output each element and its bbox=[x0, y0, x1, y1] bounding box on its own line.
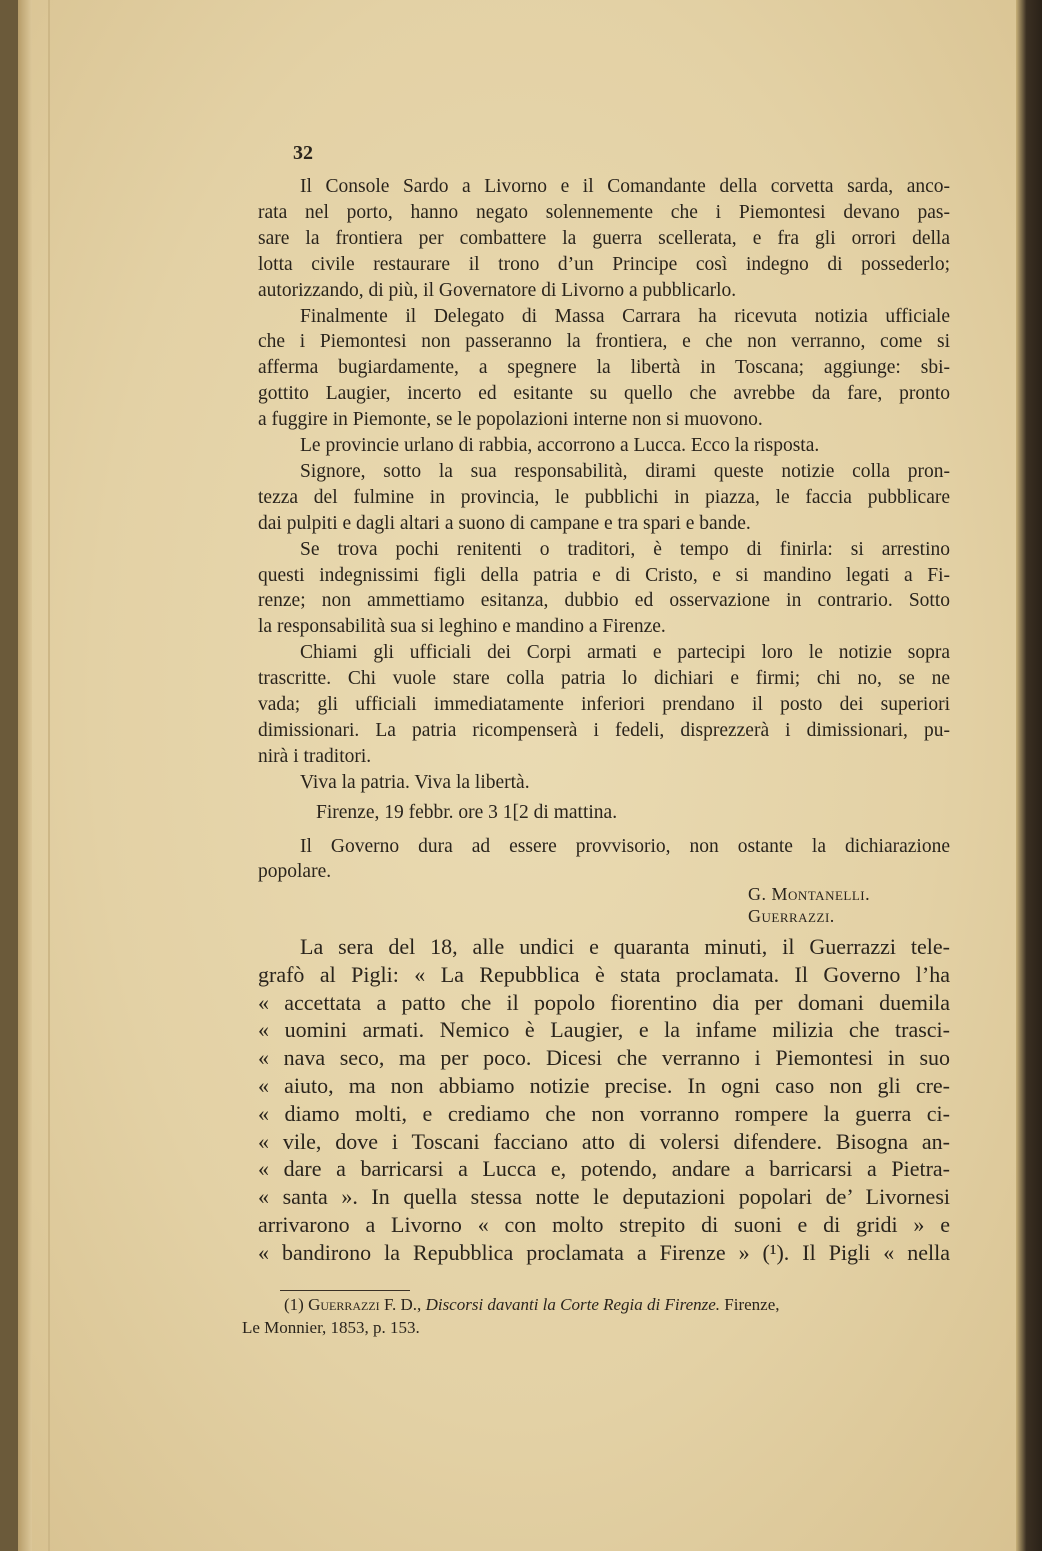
block1-line: Se trova pochi renitenti o traditori, è tempo di finirla: si arrestino bbox=[300, 538, 950, 560]
block1-line: Il Console Sardo a Livorno e il Comandante della corvetta sarda, anco- bbox=[300, 176, 950, 197]
block1-line: Il Governo dura ad essere provvisorio, non ostante la dichiarazione bbox=[300, 835, 950, 857]
block1-line: la responsabilità sua si leghino e mandino a Firenze. bbox=[258, 616, 666, 638]
next-page-edge bbox=[1016, 0, 1042, 1551]
block1-line: dai pulpiti e dagli altari a suono di campane e tra spari e bande. bbox=[258, 512, 751, 534]
block1-line: autorizzando, di più, il Governatore di Livorno a pubblicarlo. bbox=[258, 279, 737, 301]
footnote-initials: F. D., bbox=[383, 1295, 422, 1314]
signature-montanelli: G. Montanelli. bbox=[748, 884, 871, 904]
block1-line: che i Piemontesi non passeranno la frontiera, e che non verranno, come si bbox=[258, 331, 950, 353]
page-fold-line bbox=[48, 0, 50, 1551]
block2-line: « aiuto, ma non abbiamo notizie precise. In ogni caso non gli cre- bbox=[258, 1073, 950, 1098]
block2-line: « santa ». In quella stessa notte le deputazioni popolari de’ Livornesi bbox=[258, 1184, 950, 1210]
footnote-marker: (1) bbox=[284, 1295, 304, 1314]
block1-line: dimissionari. La patria ricompenserà i fedeli, disprezzerà i dimissionari, pu- bbox=[258, 719, 950, 741]
block2-line: « uomini armati. Nemico è Laugier, e la infame milizia che trasci- bbox=[258, 1017, 950, 1043]
block1-line: popolare. bbox=[258, 861, 332, 883]
page-number: 32 bbox=[293, 142, 313, 164]
footnote-line-2: Le Monnier, 1853, p. 153. bbox=[242, 1318, 420, 1337]
footnote-place: Firenze, bbox=[724, 1295, 780, 1314]
block1-line: rata nel porto, hanno negato solennemente che i Piemontesi devano pas- bbox=[258, 201, 950, 223]
block1-line: Finalmente il Delegato di Massa Carrara ha ricevuta notizia ufficiale bbox=[300, 305, 950, 327]
block2-line: « bandirono la Repubblica proclamata a Firenze » (¹). Il Pigli « nella bbox=[258, 1239, 950, 1265]
block2-line: « dare a barricarsi a Lucca e, potendo, andare a barricarsi a Pietra- bbox=[258, 1156, 950, 1182]
block1-line: tezza del fulmine in provincia, le pubblichi in piazza, le faccia pubblicare bbox=[258, 486, 950, 508]
block2-line: « nava seco, ma per poco. Dicesi che verranno i Piemontesi in suo bbox=[258, 1045, 950, 1071]
block1-line: Firenze, 19 febbr. ore 3 1[2 di mattina. bbox=[316, 801, 618, 823]
block1-line: vada; gli ufficiali immediatamente inferiori prendano il posto dei superiori bbox=[258, 694, 950, 715]
block1-line: trascritte. Chi vuole stare colla patria lo dichiari e firmi; chi no, se ne bbox=[258, 668, 950, 690]
block1-line: a fuggire in Piemonte, se le popolazioni interne non si muovono. bbox=[258, 409, 763, 431]
block2-line: La sera del 18, alle undici e quaranta minuti, il Guerrazzi tele- bbox=[300, 934, 950, 959]
block2-line: « vile, dove i Toscani facciano atto di volersi difendere. Bisogna an- bbox=[258, 1128, 950, 1154]
page-edge bbox=[18, 0, 32, 1551]
block1-line: gottito Laugier, incerto ed esitante su quello che avrebbe da fare, pronto bbox=[258, 383, 950, 405]
block1-line: afferma bugiardamente, a spegnere la libertà in Toscana; aggiunge: sbi- bbox=[258, 357, 950, 379]
block2-line: « diamo molti, e crediamo che non vorranno rompere la guerra ci- bbox=[258, 1100, 950, 1126]
block1-line: Viva la patria. Viva la libertà. bbox=[300, 771, 530, 793]
block1-line: Le provincie urlano di rabbia, accorrono a Lucca. Ecco la risposta. bbox=[300, 435, 820, 456]
block1-line: sare la frontiera per combattere la guerra scellerata, e fra gli orrori della bbox=[258, 227, 950, 249]
footnote-author: Guerrazzi bbox=[308, 1295, 380, 1314]
block1-line: renze; non ammettiamo esitanza, dubbio ed osservazione in contrario. Sotto bbox=[258, 590, 950, 612]
footnote-line-1 bbox=[242, 1295, 950, 1315]
block1-line: questi indegnissimi figli della patria e di Cristo, e si mandino legati a Fi- bbox=[258, 564, 950, 586]
block1-line: Chiami gli ufficiali dei Corpi armati e partecipi loro le notizie sopra bbox=[300, 642, 950, 664]
block2-line: « accettata a patto che il popolo fiorentino dia per domani duemila bbox=[258, 989, 950, 1015]
block2-line: arrivarono a Livorno « con molto strepito di suoni e di gridi » e bbox=[258, 1212, 950, 1237]
block2-line: grafò al Pigli: « La Repubblica è stata proclamata. Il Governo l’ha bbox=[258, 961, 950, 987]
signature-guerrazzi: Guerrazzi. bbox=[748, 906, 835, 926]
footnote-rule bbox=[280, 1290, 410, 1291]
block1-line: Signore, sotto la sua responsabilità, dirami queste notizie colla pron- bbox=[300, 460, 950, 482]
block1-line: lotta civile restaurare il trono d’un Principe così indegno di possederlo; bbox=[258, 253, 950, 275]
block1-line: nirà i traditori. bbox=[258, 745, 372, 767]
footnote-title: Discorsi davanti la Corte Regia di Firenze. bbox=[425, 1295, 721, 1314]
